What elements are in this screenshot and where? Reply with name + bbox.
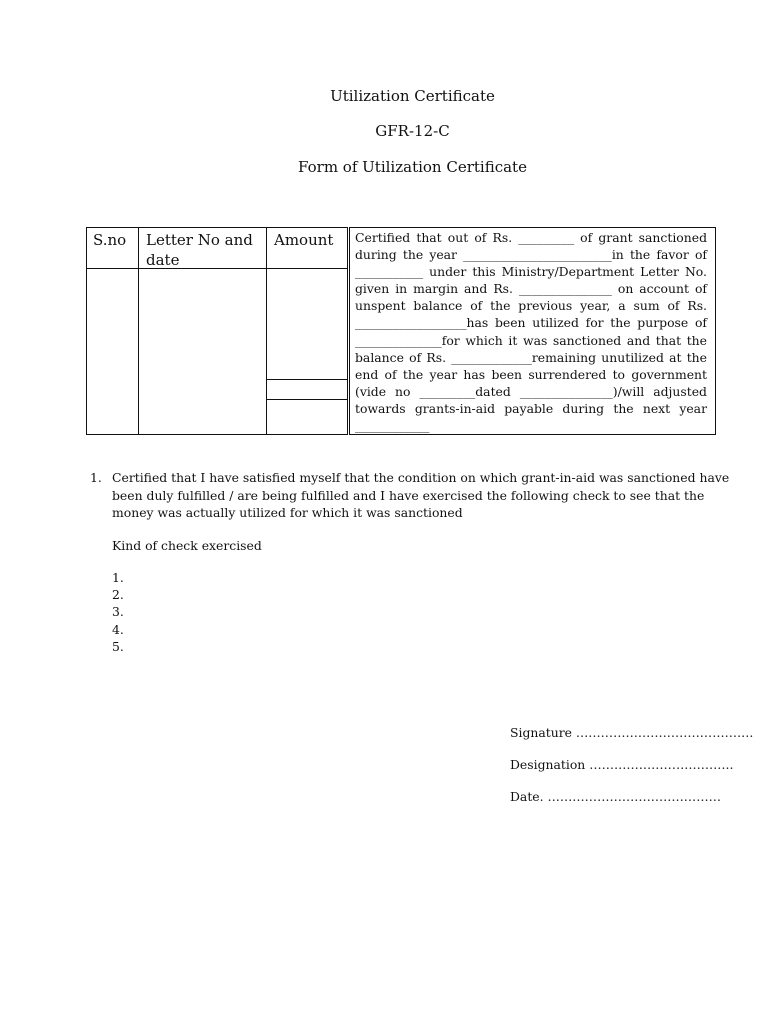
signature-line: Signature ……………………………………. (510, 725, 754, 740)
certificate-box-border (349, 434, 716, 435)
certification-text: Certified that I have satisfied myself that the condition on which grant-in-aid was sanctioned have been duly fulfilled / are being fulfilled and I have exercised the following check to see that the money was actually utilized for which it was sanctioned (112, 470, 730, 520)
check-item: 5. (112, 638, 124, 654)
check-item: 4. (112, 621, 124, 637)
column-divider (347, 227, 348, 435)
form-subtitle: Form of Utilization Certificate (298, 158, 527, 176)
amount-row-divider (266, 399, 348, 400)
check-item: 3. (112, 604, 124, 620)
check-item: 1. (112, 570, 124, 585)
table-border (86, 227, 348, 228)
form-code: GFR-12-C (375, 122, 450, 140)
certificate-box-border (715, 227, 716, 435)
column-header-letter-no-date: Letter No and date (146, 231, 253, 269)
certification-item (90, 469, 730, 522)
certificate-box-border (349, 227, 716, 228)
date-line: Date. …………………………………… (510, 789, 721, 804)
certificate-box-border (349, 227, 350, 435)
column-header-sno: S.no (93, 231, 127, 249)
designation-line: Designation …………………………….. (510, 757, 734, 772)
column-header-amount: Amount (274, 231, 334, 249)
certificate-text: Certified that out of Rs. _________ of grant sanctioned during the year ________________________in the favor of ___________ under this Ministry/Department Letter No. given in margin and Rs. _______________ on account of unspent balance of the previous year, a sum of Rs. __________________has been utilized for the purpose of ______________for which it was sanctioned and that the balance of Rs. _____________remaining unutilized at the end of the year has been surrendered to government (vide no _________dated _______________)/will adjusted towards grants-in-aid payable during the next year ____________ (355, 230, 707, 434)
list-number: 1. (90, 470, 102, 485)
kind-of-check-label: Kind of check exercised (112, 538, 262, 553)
document-title: Utilization Certificate (330, 87, 495, 105)
column-divider (138, 227, 139, 435)
check-item: 2. (112, 587, 124, 603)
column-divider (266, 227, 267, 435)
amount-row-divider (266, 379, 348, 380)
table-border (86, 434, 348, 435)
table-border (86, 227, 87, 435)
check-list (112, 569, 124, 655)
